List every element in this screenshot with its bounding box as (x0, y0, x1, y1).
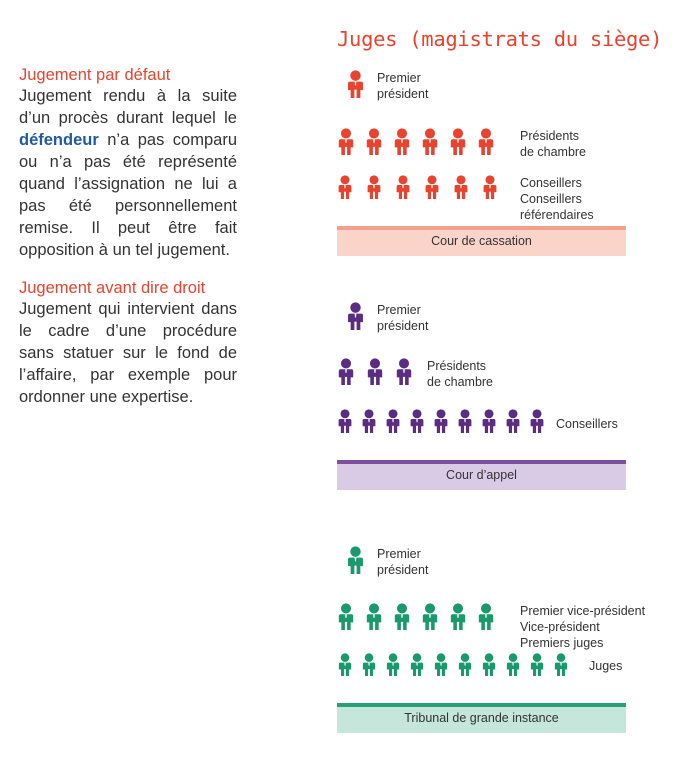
judge-row (337, 546, 365, 574)
judge-row (337, 409, 545, 433)
judge-role-line: président (377, 319, 429, 333)
person-icon (505, 409, 521, 433)
person-icon (365, 603, 383, 630)
court-name-bar: Tribunal de grande instance (337, 703, 626, 733)
definitions-panel (19, 66, 237, 422)
person-icon (385, 653, 401, 676)
judge-row (337, 653, 569, 676)
definition-keyword: défendeur (19, 131, 99, 149)
judge-icons (337, 546, 365, 574)
judge-role-line: président (377, 87, 429, 101)
person-icon (346, 70, 365, 98)
person-icon (481, 409, 497, 433)
judge-role-line: président (377, 563, 429, 577)
person-icon (366, 358, 384, 385)
person-icon (393, 603, 411, 630)
judge-row (337, 175, 498, 199)
person-icon (529, 409, 545, 433)
person-icon (409, 409, 425, 433)
judge-role-line: Présidents (520, 129, 580, 143)
judge-role-label (520, 128, 586, 160)
person-icon (553, 653, 569, 676)
judge-icons (337, 603, 495, 630)
person-icon (433, 409, 449, 433)
person-icon (457, 653, 473, 676)
person-icon (449, 128, 467, 155)
judge-role-line: Vice-président (520, 620, 600, 634)
judge-role-label (520, 603, 645, 651)
definition-text: Jugement rendu à la suite d’un procès durant lequel le défendeur n’a pas comparu ou n’a pas été représenté quand l’assignation ne lui a pas été personnellement remise. Il peut être fait opposition à un tel jugement. (19, 87, 237, 259)
judge-role-label (427, 358, 493, 390)
person-icon (361, 653, 377, 676)
person-icon (449, 603, 467, 630)
judge-icons (337, 409, 545, 433)
judge-role-label (589, 658, 622, 674)
judge-role-label (377, 70, 428, 102)
person-icon (482, 175, 498, 199)
person-icon (365, 128, 383, 155)
person-icon (337, 128, 355, 155)
judge-role-label (377, 302, 428, 334)
definition-text: Jugement qui intervient dans le cadre d’une procédure sans statuer sur le fond de l’affaire, par exemple pour ordonner une expertise. (19, 300, 237, 406)
person-icon (409, 653, 425, 676)
person-icon (337, 409, 353, 433)
person-icon (424, 175, 440, 199)
court-section (337, 70, 626, 256)
person-icon (337, 175, 353, 199)
person-icon (433, 653, 449, 676)
judge-role-line: Premier vice-président (520, 604, 646, 618)
person-icon (395, 175, 411, 199)
judge-role-line: Premier (377, 303, 421, 317)
person-icon (453, 175, 469, 199)
person-icon (361, 409, 377, 433)
person-icon (505, 653, 521, 676)
judge-role-line: Présidents (427, 359, 487, 373)
person-icon (385, 409, 401, 433)
judge-row (337, 70, 365, 98)
person-icon (346, 546, 365, 574)
judge-role-line: Conseillers (520, 176, 582, 190)
definition-term: Jugement avant dire droit (19, 279, 206, 297)
person-icon (529, 653, 545, 676)
person-icon (457, 409, 473, 433)
judge-row (337, 603, 495, 630)
definition-term: Jugement par défaut (19, 66, 171, 84)
judge-icons (337, 128, 495, 155)
judge-role-label (520, 175, 594, 223)
judge-icons (337, 70, 365, 98)
court-name-bar: Cour de cassation (337, 226, 626, 256)
person-icon (346, 302, 365, 330)
judge-role-line: de chambre (427, 375, 494, 389)
court-name-bar: Cour d’appel (337, 460, 626, 490)
person-icon (421, 128, 439, 155)
person-icon (395, 358, 413, 385)
judge-icons (337, 302, 365, 330)
judge-role-line: de chambre (520, 145, 587, 159)
judge-row (337, 302, 365, 330)
judge-role-label (377, 546, 428, 578)
court-section (337, 302, 626, 490)
person-icon (366, 175, 382, 199)
person-icon (337, 653, 353, 676)
person-icon (421, 603, 439, 630)
person-icon (337, 603, 355, 630)
judge-role-line: Premier (377, 547, 421, 561)
judge-role-line: Premier (377, 71, 421, 85)
judge-role-line: référendaires (520, 208, 594, 222)
judge-role-label (556, 416, 618, 432)
judge-role-line: Premiers juges (520, 636, 604, 650)
page-title: Juges (magistrats du siège) (337, 27, 663, 51)
person-icon (477, 128, 495, 155)
judge-role-line: Conseillers (520, 192, 582, 206)
judge-role-line: Conseillers (556, 417, 618, 431)
judge-icons (337, 653, 569, 676)
judge-row (337, 128, 495, 155)
person-icon (481, 653, 497, 676)
person-icon (393, 128, 411, 155)
judge-role-line: Juges (589, 659, 623, 673)
judge-row (337, 358, 413, 385)
person-icon (477, 603, 495, 630)
judge-icons (337, 358, 413, 385)
judge-icons (337, 175, 498, 199)
person-icon (337, 358, 355, 385)
court-section (337, 546, 646, 733)
